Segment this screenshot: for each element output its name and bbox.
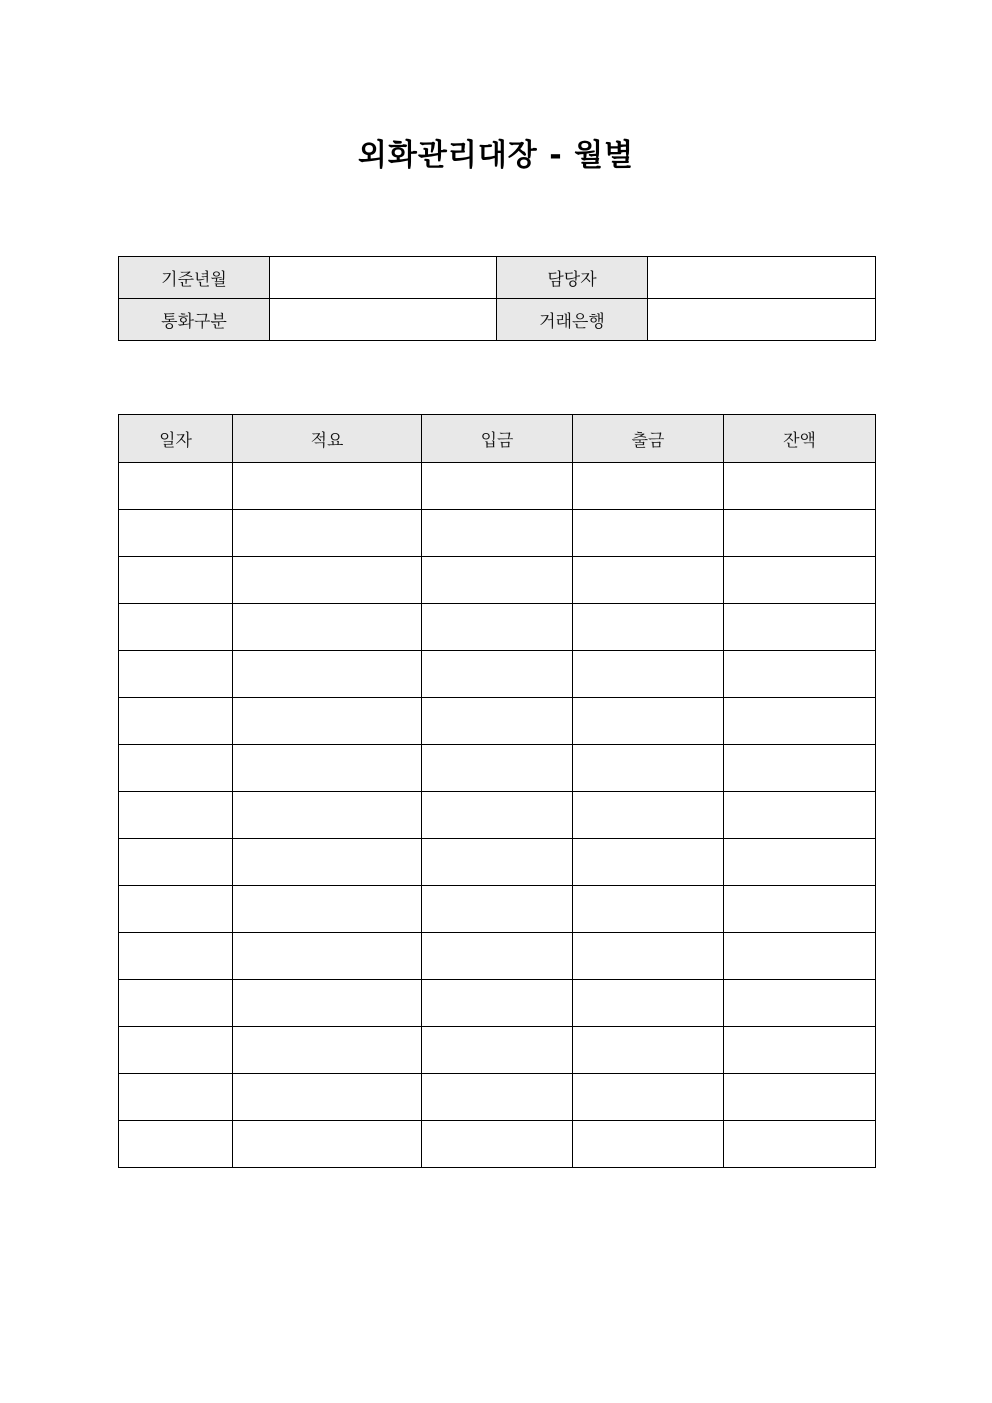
- date-cell[interactable]: [119, 1027, 233, 1074]
- date-cell[interactable]: [119, 886, 233, 933]
- table-row: [119, 1027, 876, 1074]
- balance-cell[interactable]: [724, 792, 876, 839]
- page-title: 외화관리대장 - 월별: [357, 138, 635, 173]
- col-header-balance: 잔액: [724, 415, 876, 463]
- deposit-cell[interactable]: [422, 557, 573, 604]
- description-cell[interactable]: [233, 745, 422, 792]
- balance-cell[interactable]: [724, 886, 876, 933]
- withdrawal-cell[interactable]: [573, 839, 724, 886]
- deposit-cell[interactable]: [422, 933, 573, 980]
- deposit-cell[interactable]: [422, 980, 573, 1027]
- date-cell[interactable]: [119, 839, 233, 886]
- deposit-cell[interactable]: [422, 839, 573, 886]
- balance-cell[interactable]: [724, 980, 876, 1027]
- description-cell[interactable]: [233, 698, 422, 745]
- date-cell[interactable]: [119, 745, 233, 792]
- table-row: [119, 698, 876, 745]
- description-cell[interactable]: [233, 839, 422, 886]
- table-row: [119, 792, 876, 839]
- deposit-cell[interactable]: [422, 651, 573, 698]
- table-row: [119, 1121, 876, 1168]
- balance-cell[interactable]: [724, 1027, 876, 1074]
- deposit-cell[interactable]: [422, 698, 573, 745]
- deposit-cell[interactable]: [422, 510, 573, 557]
- table-row: [119, 510, 876, 557]
- date-cell[interactable]: [119, 698, 233, 745]
- description-cell[interactable]: [233, 980, 422, 1027]
- balance-cell[interactable]: [724, 604, 876, 651]
- table-row: [119, 886, 876, 933]
- balance-cell[interactable]: [724, 745, 876, 792]
- table-row: [119, 557, 876, 604]
- withdrawal-cell[interactable]: [573, 463, 724, 510]
- date-cell[interactable]: [119, 510, 233, 557]
- date-cell[interactable]: [119, 557, 233, 604]
- info-table: [118, 256, 876, 341]
- col-header-description: 적요: [233, 415, 422, 463]
- description-cell[interactable]: [233, 1121, 422, 1168]
- ledger-table: [118, 414, 876, 1168]
- withdrawal-cell[interactable]: [573, 510, 724, 557]
- date-cell[interactable]: [119, 1121, 233, 1168]
- description-cell[interactable]: [233, 1074, 422, 1121]
- info-label-manager: 담당자: [497, 257, 648, 299]
- withdrawal-cell[interactable]: [573, 1027, 724, 1074]
- deposit-cell[interactable]: [422, 792, 573, 839]
- date-cell[interactable]: [119, 792, 233, 839]
- balance-cell[interactable]: [724, 463, 876, 510]
- col-header-deposit: 입금: [422, 415, 573, 463]
- date-cell[interactable]: [119, 1074, 233, 1121]
- info-label-base-month: 기준년월: [119, 257, 270, 299]
- deposit-cell[interactable]: [422, 463, 573, 510]
- description-cell[interactable]: [233, 1027, 422, 1074]
- withdrawal-cell[interactable]: [573, 886, 724, 933]
- ledger-header-row: [119, 415, 876, 463]
- description-cell[interactable]: [233, 651, 422, 698]
- deposit-cell[interactable]: [422, 1074, 573, 1121]
- table-row: [119, 745, 876, 792]
- balance-cell[interactable]: [724, 1121, 876, 1168]
- deposit-cell[interactable]: [422, 1027, 573, 1074]
- bank-field[interactable]: [648, 299, 876, 341]
- col-header-date: 일자: [119, 415, 233, 463]
- table-row: [119, 463, 876, 510]
- info-row: [119, 257, 876, 299]
- table-row: [119, 1074, 876, 1121]
- withdrawal-cell[interactable]: [573, 604, 724, 651]
- withdrawal-cell[interactable]: [573, 1074, 724, 1121]
- withdrawal-cell[interactable]: [573, 651, 724, 698]
- description-cell[interactable]: [233, 463, 422, 510]
- balance-cell[interactable]: [724, 933, 876, 980]
- withdrawal-cell[interactable]: [573, 745, 724, 792]
- date-cell[interactable]: [119, 933, 233, 980]
- balance-cell[interactable]: [724, 1074, 876, 1121]
- deposit-cell[interactable]: [422, 745, 573, 792]
- table-row: [119, 651, 876, 698]
- balance-cell[interactable]: [724, 839, 876, 886]
- withdrawal-cell[interactable]: [573, 792, 724, 839]
- info-label-currency: 통화구분: [119, 299, 270, 341]
- description-cell[interactable]: [233, 604, 422, 651]
- description-cell[interactable]: [233, 792, 422, 839]
- balance-cell[interactable]: [724, 651, 876, 698]
- withdrawal-cell[interactable]: [573, 1121, 724, 1168]
- info-row: [119, 299, 876, 341]
- date-cell[interactable]: [119, 980, 233, 1027]
- deposit-cell[interactable]: [422, 1121, 573, 1168]
- base-month-field[interactable]: [270, 257, 497, 299]
- balance-cell[interactable]: [724, 698, 876, 745]
- info-label-bank: 거래은행: [497, 299, 648, 341]
- withdrawal-cell[interactable]: [573, 980, 724, 1027]
- col-header-withdrawal: 출금: [573, 415, 724, 463]
- table-row: [119, 839, 876, 886]
- withdrawal-cell[interactable]: [573, 698, 724, 745]
- deposit-cell[interactable]: [422, 886, 573, 933]
- date-cell[interactable]: [119, 604, 233, 651]
- table-row: [119, 980, 876, 1027]
- table-row: [119, 933, 876, 980]
- balance-cell[interactable]: [724, 557, 876, 604]
- ledger-body: [119, 463, 876, 1168]
- description-cell[interactable]: [233, 933, 422, 980]
- deposit-cell[interactable]: [422, 604, 573, 651]
- description-cell[interactable]: [233, 510, 422, 557]
- withdrawal-cell[interactable]: [573, 933, 724, 980]
- currency-field[interactable]: [270, 299, 497, 341]
- description-cell[interactable]: [233, 886, 422, 933]
- date-cell[interactable]: [119, 463, 233, 510]
- table-row: [119, 604, 876, 651]
- manager-field[interactable]: [648, 257, 876, 299]
- balance-cell[interactable]: [724, 510, 876, 557]
- description-cell[interactable]: [233, 557, 422, 604]
- date-cell[interactable]: [119, 651, 233, 698]
- withdrawal-cell[interactable]: [573, 557, 724, 604]
